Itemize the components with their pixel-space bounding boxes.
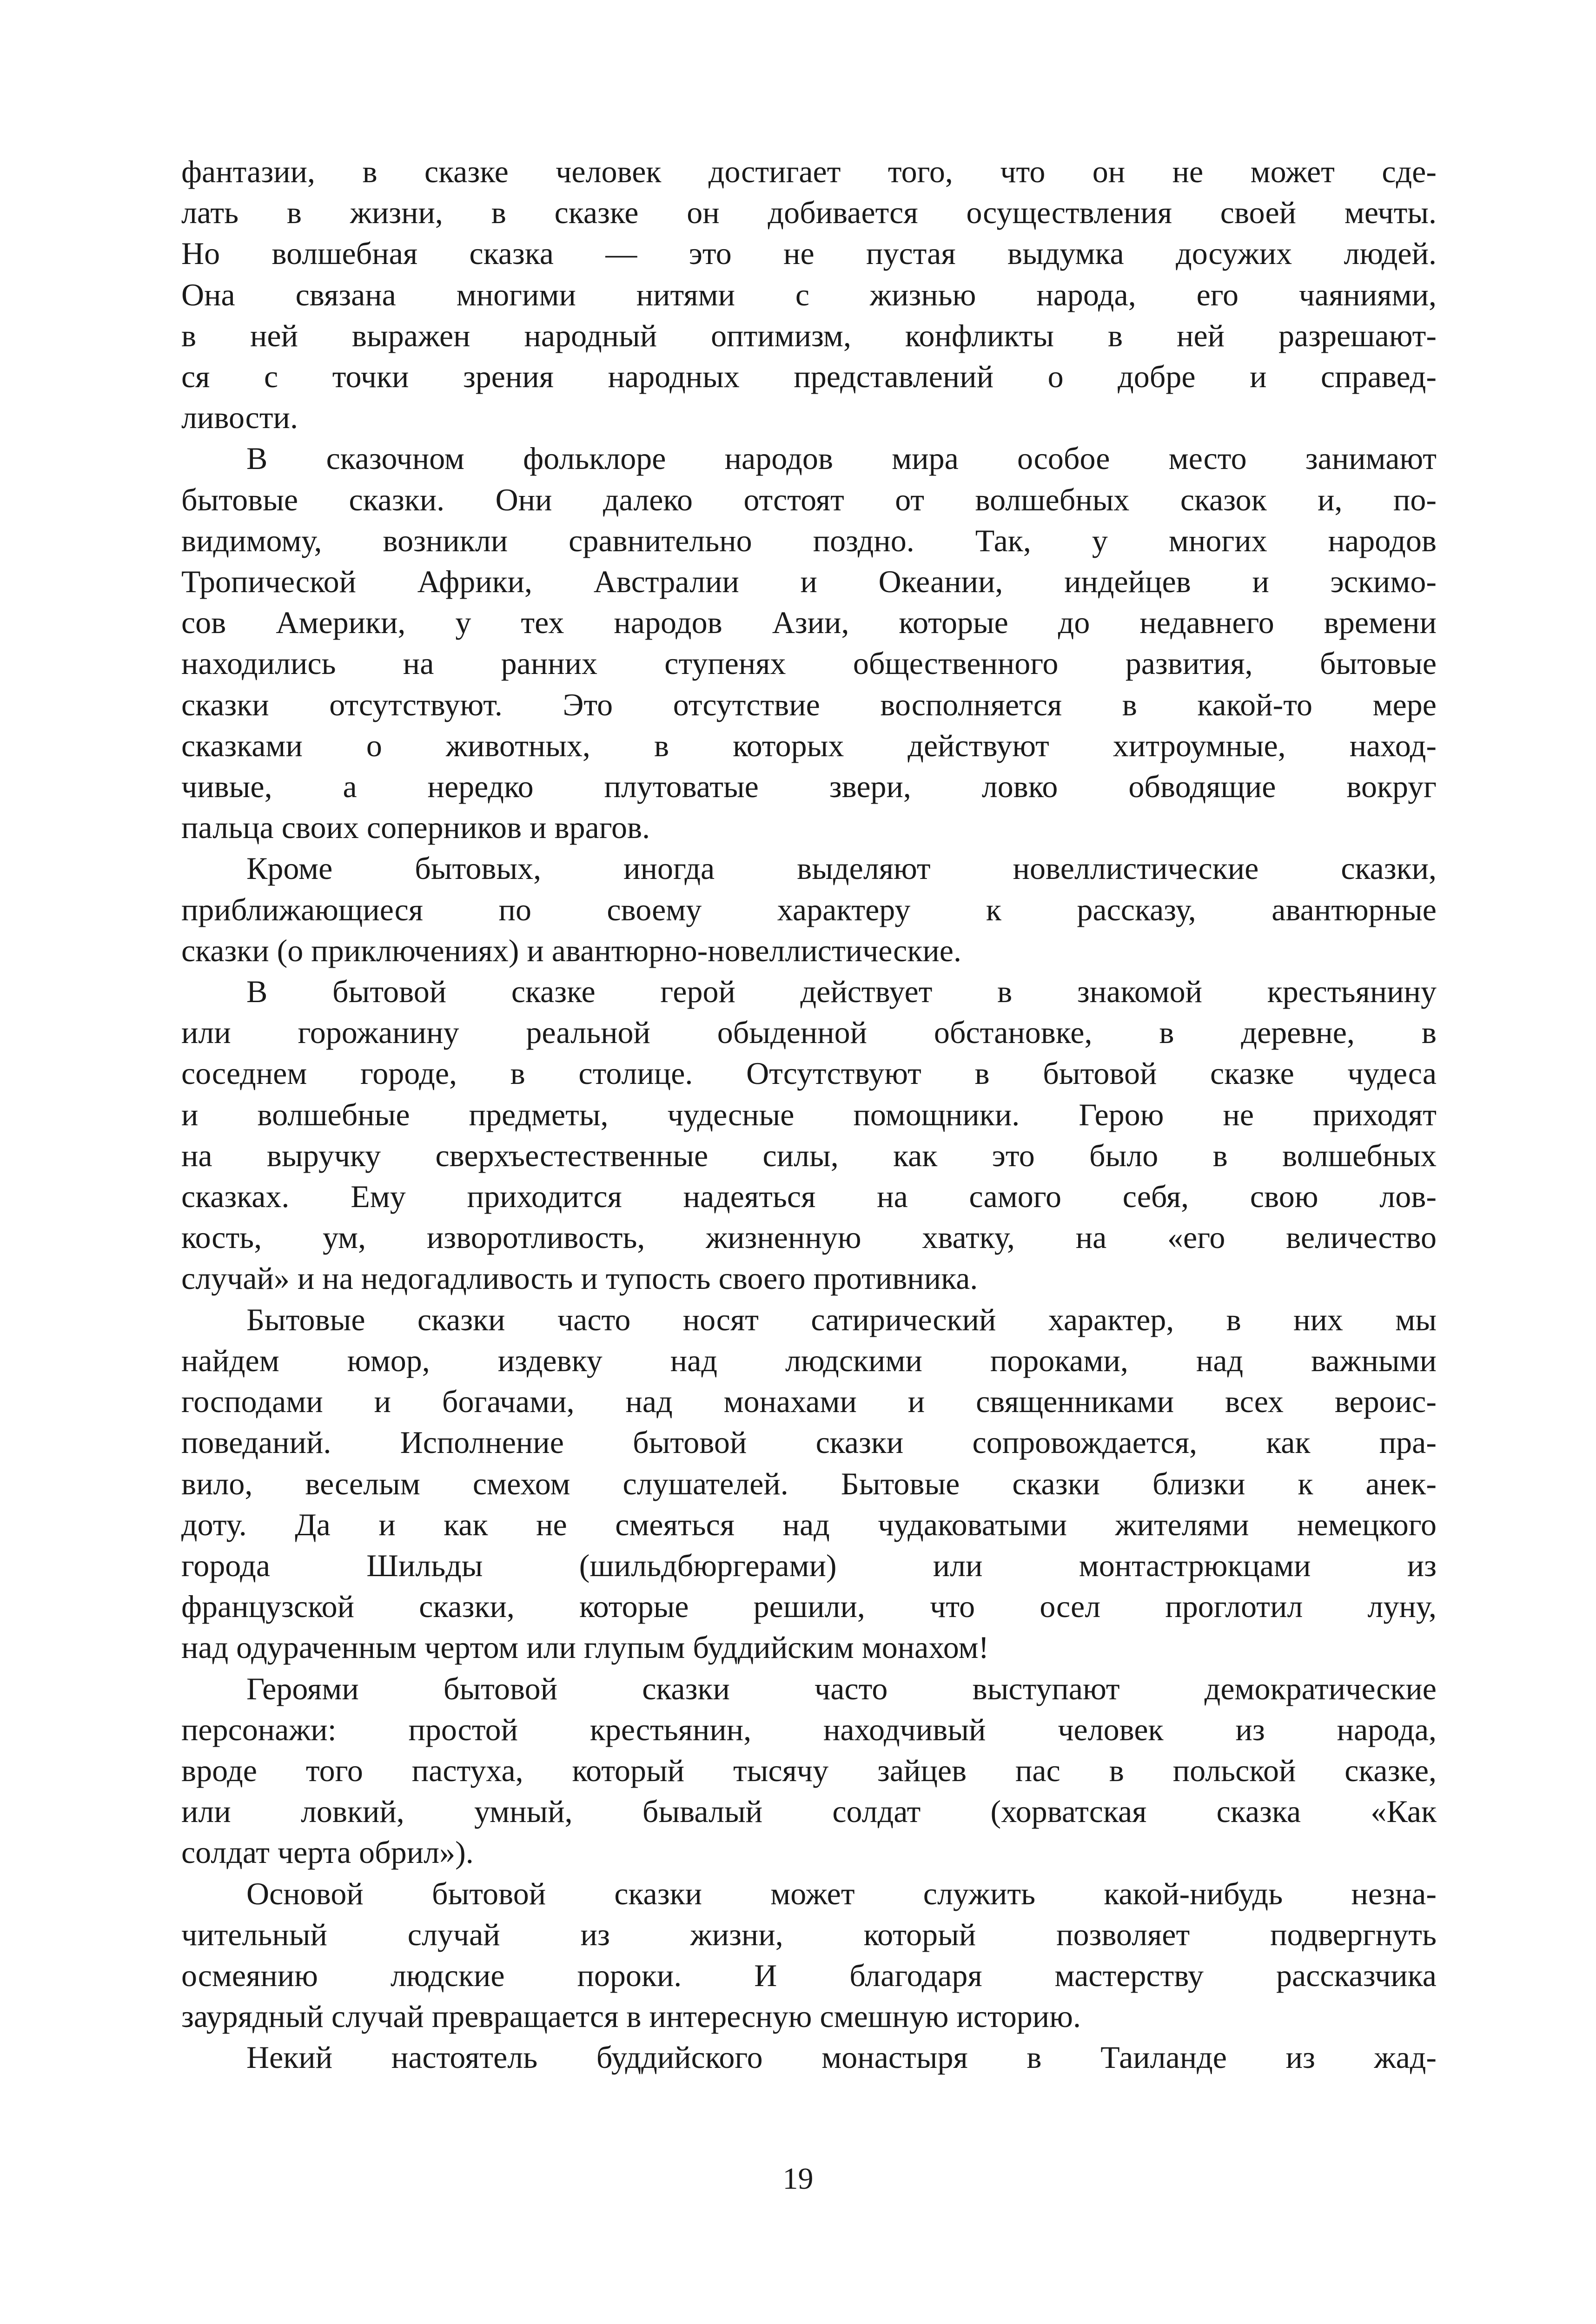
text-line: сказки (о приключениях) и авантюрно-новеллистические. bbox=[181, 932, 961, 968]
text-line: находились на ранних ступенях общественного развития, бытовые bbox=[181, 646, 1437, 681]
text-line: ся с точки зрения народных представлений о добре и справед- bbox=[181, 359, 1437, 395]
text-line: В бытовой сказке герой действует в знакомой крестьянину bbox=[246, 974, 1437, 1010]
text-line: города Шильды (шильдбюргерами) или монтастрюкцами из bbox=[181, 1547, 1437, 1583]
text-line: лать в жизни, в сказке он добивается осуществления своей мечты. bbox=[181, 195, 1437, 231]
text-line: чивые, а нередко плутоватые звери, ловко обводящие вокруг bbox=[181, 769, 1437, 805]
paragraph bbox=[181, 438, 1437, 848]
text-line: В сказочном фольклоре народов мира особое место занимают bbox=[246, 441, 1437, 476]
text-line: Героями бытовой сказки часто выступают демократические bbox=[246, 1670, 1437, 1706]
text-line: чительный случай из жизни, который позволяет подвергнуть bbox=[181, 1916, 1437, 1952]
text-line: соседнем городе, в столице. Отсутствуют в бытовой сказке чудеса bbox=[181, 1056, 1437, 1091]
text-line: заурядный случай превращается в интересную смешную историю. bbox=[181, 1999, 1081, 2034]
text-line: французской сказки, которые решили, что осел проглотил луну, bbox=[181, 1589, 1437, 1624]
text-line: бытовые сказки. Они далеко отстоят от волшебных сказок и, по- bbox=[181, 482, 1437, 517]
text-line: приближающиеся по своему характеру к рассказу, авантюрные bbox=[181, 891, 1437, 927]
text-line: и волшебные предметы, чудесные помощники. Герою не приходят bbox=[181, 1096, 1437, 1132]
text-line: осмеянию людские пороки. И благодаря мастерству рассказчика bbox=[181, 1957, 1437, 1993]
text-line: кость, ум, изворотливость, жизненную хватку, на «его величество bbox=[181, 1220, 1437, 1255]
text-line: сказки отсутствуют. Это отсутствие восполняется в какой-то мере bbox=[181, 687, 1437, 722]
text-line: поведаний. Исполнение бытовой сказки сопровождается, как пра- bbox=[181, 1425, 1437, 1460]
text-line: вило, веселым смехом слушателей. Бытовые сказки близки к анек- bbox=[181, 1466, 1437, 1501]
text-line: доту. Да и как не смеяться над чудаковатыми жителями немецкого bbox=[181, 1506, 1437, 1542]
text-line: пальца своих соперников и врагов. bbox=[181, 810, 650, 845]
text-line: персонажи: простой крестьянин, находчивый человек из народа, bbox=[181, 1711, 1437, 1747]
text-line: Кроме бытовых, иногда выделяют новеллистические сказки, bbox=[246, 851, 1437, 886]
text-line: ливости. bbox=[181, 400, 298, 436]
text-line: на выручку сверхъестественные силы, как это было в волшебных bbox=[181, 1137, 1437, 1173]
page-number: 19 bbox=[782, 2162, 814, 2196]
text-line: или горожанину реальной обыденной обстановке, в деревне, в bbox=[181, 1015, 1437, 1050]
text-line: Основой бытовой сказки может служить какой-нибудь незна- bbox=[246, 1875, 1437, 1911]
text-line: видимому, возникли сравнительно поздно. Так, у многих народов bbox=[181, 522, 1437, 558]
paragraph bbox=[181, 1668, 1437, 1873]
paragraph bbox=[181, 151, 1437, 438]
text-line: вроде того пастуха, который тысячу зайцев пас в польской сказке, bbox=[181, 1752, 1437, 1788]
paragraph bbox=[181, 971, 1437, 1299]
text-line: фантазии, в сказке человек достигает того, что он не может сде- bbox=[181, 154, 1437, 189]
text-line: сказками о животных, в которых действуют хитроумные, наход- bbox=[181, 727, 1437, 763]
text-line: Бытовые сказки часто носят сатирический характер, в них мы bbox=[246, 1301, 1437, 1337]
body-text bbox=[181, 151, 1437, 2078]
text-line: солдат черта обрил»). bbox=[181, 1835, 474, 1870]
text-line: в ней выражен народный оптимизм, конфликты в ней разрешают- bbox=[181, 317, 1437, 353]
text-line: Но волшебная сказка — это не пустая выдумка досужих людей. bbox=[181, 236, 1437, 271]
paragraph bbox=[181, 1873, 1437, 2037]
text-line: Тропической Африки, Австралии и Океании, индейцев и эскимо- bbox=[181, 564, 1437, 600]
text-line: сов Америки, у тех народов Азии, которые до недавнего времени bbox=[181, 605, 1437, 640]
paragraph bbox=[181, 1299, 1437, 1668]
text-line: или ловкий, умный, бывалый солдат (хорватская сказка «Как bbox=[181, 1794, 1437, 1829]
paragraph bbox=[181, 2037, 1437, 2078]
text-line: Она связана многими нитями с жизнью народа, его чаяниями, bbox=[181, 277, 1437, 312]
text-line: сказках. Ему приходится надеяться на самого себя, свою лов- bbox=[181, 1179, 1437, 1215]
paragraph bbox=[181, 848, 1437, 971]
text-line: Некий настоятель буддийского монастыря в Таиланде из жад- bbox=[246, 2040, 1437, 2075]
text-line: господами и богачами, над монахами и священниками всех вероис- bbox=[181, 1384, 1437, 1419]
text-line: случай» и на недогадливость и тупость своего противника. bbox=[181, 1261, 978, 1296]
text-line: найдем юмор, издевку над людскими пороками, над важными bbox=[181, 1342, 1437, 1378]
text-line: над одураченным чертом или глупым буддийским монахом! bbox=[181, 1630, 989, 1665]
